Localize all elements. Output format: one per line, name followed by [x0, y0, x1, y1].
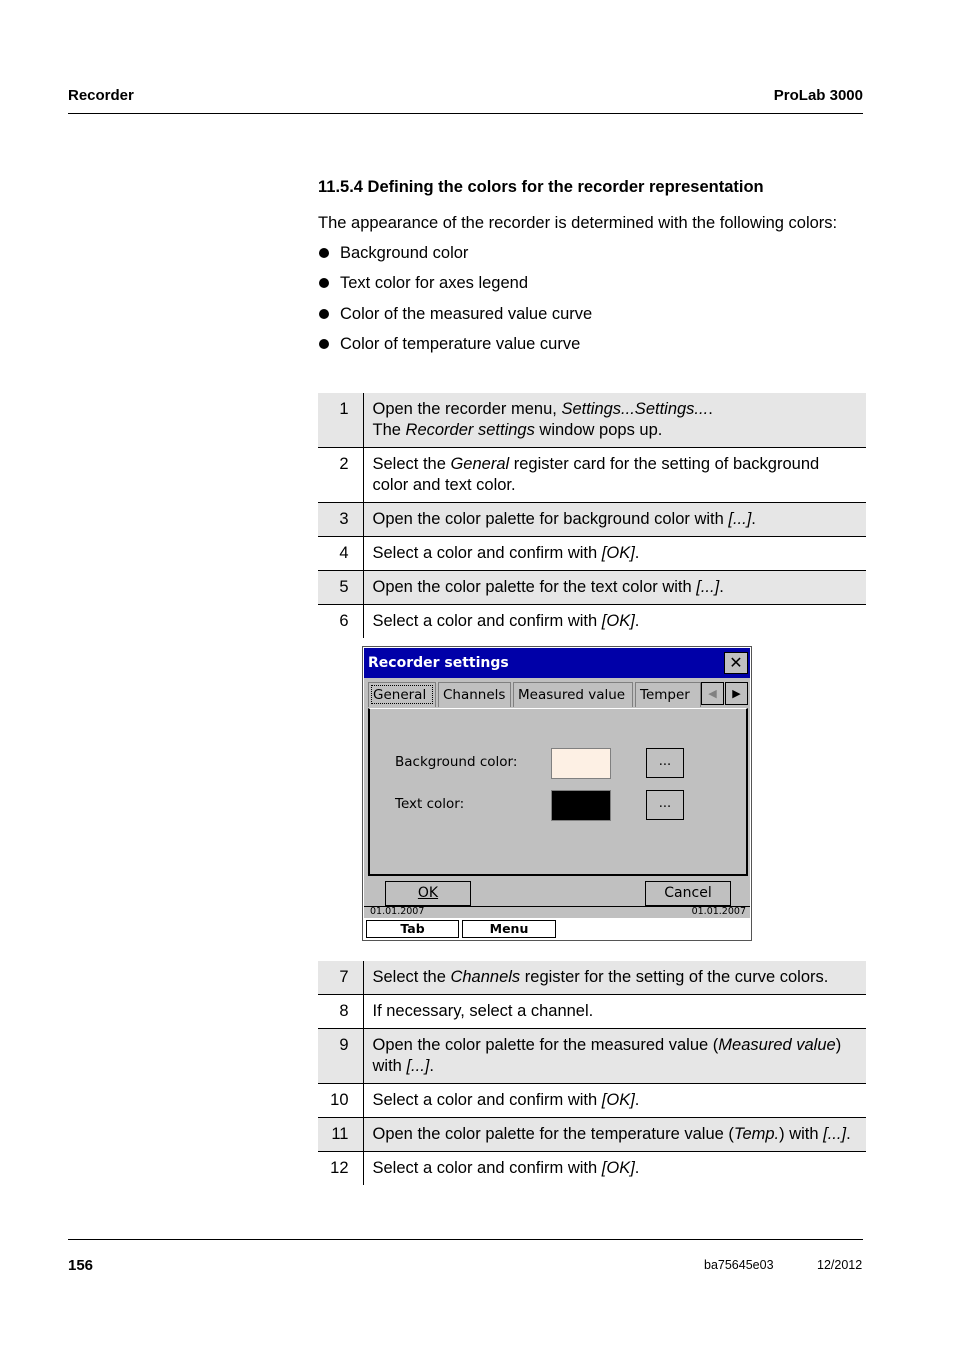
bullet-item: Text color for axes legend [318, 272, 592, 302]
step-row [318, 1029, 866, 1084]
step-text: Select the Channels register for the setting of the curve colors. [363, 961, 866, 995]
step-text: Open the color palette for the temperature value (Temp.) with [...]. [363, 1118, 866, 1152]
step-row [318, 995, 866, 1029]
step-number: 6 [318, 605, 363, 639]
color-bullet-list [318, 242, 592, 363]
dialog-window [364, 648, 750, 918]
bullet-dot [319, 309, 329, 319]
step-number: 5 [318, 571, 363, 605]
intro-paragraph: The appearance of the recorder is determined with the following colors: [318, 214, 838, 232]
step-number: 1 [318, 393, 363, 448]
step-row [318, 1118, 866, 1152]
bullet-item: Color of the measured value curve [318, 303, 592, 333]
recorder-settings-dialog [362, 646, 752, 941]
dialog-title: Recorder settings [368, 655, 509, 671]
tab-temperature[interactable]: Temper [635, 682, 701, 707]
step-text: Open the recorder menu, Settings...Settings.... The Recorder settings window pops up. [363, 393, 866, 448]
step-number: 12 [318, 1152, 363, 1186]
step-text: Select a color and confirm with [OK]. [372, 1091, 640, 1109]
step-number: 2 [318, 448, 363, 503]
text-color-label: Text color: [395, 796, 465, 812]
step-number: 11 [318, 1118, 363, 1152]
tab-measured-value[interactable]: Measured value [513, 682, 633, 707]
tab-channels[interactable]: Channels [438, 682, 511, 707]
document-date: 12/2012 [817, 1258, 863, 1272]
step-text: Select the General register card for the setting of background color and text color. [372, 455, 820, 494]
scroll-left-icon[interactable]: ◀ [701, 682, 724, 705]
general-tab-panel [368, 708, 748, 876]
background-color-swatch [551, 748, 611, 779]
scroll-right-icon[interactable]: ▶ [725, 682, 748, 705]
text-color-picker-button[interactable]: ... [646, 790, 684, 820]
step-text: If necessary, select a channel. [372, 1002, 594, 1020]
step-row [318, 1084, 866, 1118]
section-heading: 11.5.4 Defining the colors for the recorder representation [318, 178, 764, 196]
step-text: Open the color palette for the measured value (Measured value) with [...]. [363, 1029, 866, 1084]
step-number: 3 [318, 503, 363, 537]
bullet-dot [319, 339, 329, 349]
bullet-item: Color of temperature value curve [318, 333, 592, 363]
text-color-swatch [551, 790, 611, 821]
step-row [318, 393, 866, 448]
running-header-right: ProLab 3000 [773, 87, 863, 104]
menu-softkey[interactable]: Menu [462, 920, 556, 938]
running-header-left: Recorder [68, 87, 134, 104]
tab-general[interactable]: General [368, 682, 436, 707]
step-row [318, 605, 866, 639]
bullet-dot [319, 248, 329, 258]
header-rule [68, 113, 863, 114]
background-color-picker-button[interactable]: ... [646, 748, 684, 778]
step-text: Select a color and confirm with [OK]. [372, 1159, 640, 1177]
document-id: ba75645e03 [704, 1258, 774, 1272]
step-row [318, 448, 866, 503]
bullet-item: Background color [318, 242, 592, 272]
bullet-dot [319, 278, 329, 288]
step-number: 4 [318, 537, 363, 571]
step-number: 10 [318, 1084, 363, 1118]
step-text: Select a color and confirm with [OK]. [372, 544, 640, 562]
step-text: Select a color and confirm with [OK]. [372, 612, 640, 630]
step-text: Open the color palette for background color with [...]. [363, 503, 866, 537]
step-number: 8 [318, 995, 363, 1029]
steps-table-2 [318, 961, 866, 1185]
step-number: 7 [318, 961, 363, 995]
footer-rule [68, 1239, 863, 1240]
background-color-label: Background color: [395, 754, 518, 770]
status-date-right: 01.01.2007 [691, 906, 746, 917]
step-row [318, 571, 866, 605]
status-bar [364, 906, 750, 918]
step-row [318, 961, 866, 995]
step-row [318, 1152, 866, 1186]
tab-softkey[interactable]: Tab [366, 920, 459, 938]
ok-button[interactable]: OK [385, 881, 471, 906]
close-icon[interactable]: ✕ [724, 652, 748, 674]
step-row [318, 503, 866, 537]
page-number: 156 [68, 1257, 94, 1274]
step-text: Open the color palette for the text color with [...]. [363, 571, 866, 605]
step-number: 9 [318, 1029, 363, 1084]
dialog-titlebar [364, 648, 750, 678]
steps-table-1 [318, 393, 866, 638]
step-row [318, 537, 866, 571]
cancel-button[interactable]: Cancel [645, 881, 731, 906]
status-date-left: 01.01.2007 [370, 906, 425, 917]
